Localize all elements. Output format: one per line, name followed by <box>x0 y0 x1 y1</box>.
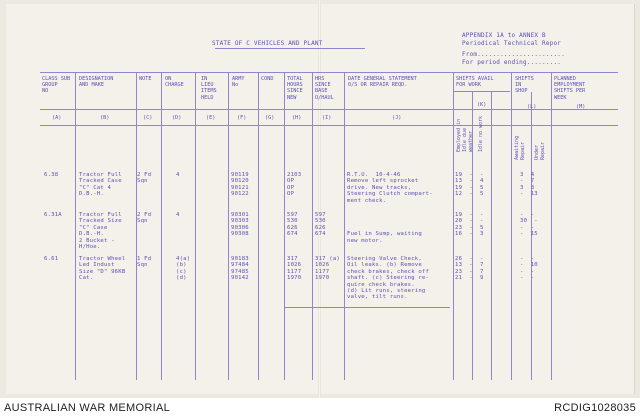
letter-a: (A) <box>52 115 62 121</box>
col-rule-6 <box>258 72 259 380</box>
header-hrs-since: HRS SINCE BASE O/HAUL <box>315 76 334 101</box>
letter-h: (H) <box>292 115 302 121</box>
footer-id: RCDIG1028035 <box>554 402 636 414</box>
header-planned: PLANNED EMPLOYMENT SHIFTS PER WEEK <box>554 76 586 101</box>
header-shifts-shop: SHIFTS IN SHOP <box>515 76 534 95</box>
g1-designation: Tractor Full Tracked Case "C" Cat 4 D.B.-H. <box>79 172 122 198</box>
g1-statement: R.T.U. 10-4-46 Remove left sprocket drive. New tracks, Steering Clutch compart- ment check. <box>347 172 433 204</box>
g1-class: 6.38 <box>44 172 59 178</box>
col-rule-7 <box>284 72 285 380</box>
g2-class: 6.31A <box>44 212 62 218</box>
sub-l-3: Under <box>534 144 540 160</box>
g2-note: 2 Fd Sqn <box>137 212 152 225</box>
col-rule-11 <box>511 72 512 380</box>
sub-l-1: Awaiting <box>514 135 520 160</box>
letter-g: (G) <box>265 115 275 121</box>
header-cond: COND <box>261 76 274 82</box>
g3-class: 6.61 <box>44 256 59 262</box>
archive-footer <box>0 398 640 417</box>
g1-shifts-shop: 3 4 - 7 3 3 - 13 <box>520 172 538 198</box>
header-in-lieu: IN LIEU ITEMS HELD <box>201 76 217 101</box>
rule-lower <box>285 307 450 308</box>
col-rule-k2 <box>491 92 492 380</box>
footer-source: AUSTRALIAN WAR MEMORIAL <box>4 402 171 414</box>
g1-note: 2 Fd Sqn <box>137 172 152 185</box>
header-class: CLASS SUB GROUP NO <box>42 76 71 95</box>
rule-top <box>40 72 618 73</box>
col-rule-12 <box>551 72 552 380</box>
from-line: From....................... <box>462 51 565 58</box>
rule-k-sub <box>454 91 510 92</box>
header-designation: DESIGNATION AND MAKE <box>79 76 114 89</box>
header-total-hours: TOTAL HOURS SINCE NEW <box>287 76 303 101</box>
col-rule-8 <box>312 72 313 380</box>
col-rule-1 <box>75 72 76 380</box>
sub-l-4: Repair <box>540 141 546 160</box>
col-rule-10 <box>453 72 454 380</box>
g1-on-charge: 4 <box>176 172 180 178</box>
g3-on-charge: 4(a) (b) (c) (d) <box>176 256 191 282</box>
period-line: For period ending......... <box>462 59 562 66</box>
g2-army-no: 90301 90303 90306 90308 <box>231 212 249 238</box>
g3-designation: Tractor Wheel Led Indust Size "D" 96KB Cat. <box>79 256 126 282</box>
g3-army-no: 90183 97484 97485 90142 <box>231 256 249 282</box>
sub-l-2: Repair <box>520 141 526 160</box>
sub-k-4: Idle no work <box>478 115 484 152</box>
letter-b: (B) <box>100 115 110 121</box>
letter-c: (C) <box>143 115 153 121</box>
sub-k-3: weather <box>468 130 474 152</box>
header-statement: DATE GENERAL STATEMENT O/S OR REPAIR REQD. <box>348 76 417 89</box>
g2-designation: Tractor Full Tracked Size "C" Case D.B.-H. 2 Bucket - H/Hoe. <box>79 212 122 251</box>
g2-on-charge: 4 <box>176 212 180 218</box>
col-rule-3 <box>161 72 162 380</box>
g1-army-no: 90119 90120 90121 90122 <box>231 172 249 198</box>
g2-hrs-since: 597 530 626 674 <box>315 212 326 238</box>
title-underline <box>215 48 365 49</box>
header-army-no: ARMY No <box>232 76 245 89</box>
appendix-label: APPENDIX 1A to ANNEX B <box>462 32 546 39</box>
letter-e: (E) <box>206 115 216 121</box>
header-note: NOTE <box>139 76 152 82</box>
g3-shifts-avail: 26 - - 13 - 7 23 - 7 21 - 9 <box>455 256 484 282</box>
page-fold <box>318 0 321 398</box>
g3-statement: Steering Valve Check, Oil leaks. (b) Remove check brakes, check off shaft. (c) Steering re- quire check brakes. (d) Lit runs, steering valve, tilt runs. <box>347 256 430 301</box>
letter-i: (I) <box>322 115 332 121</box>
letter-d: (D) <box>172 115 182 121</box>
report-subtitle: Periodical Technical Repor <box>462 40 562 47</box>
letter-f: (F) <box>237 115 247 121</box>
g3-total-hours: 317 1026 1177 1970 <box>287 256 302 282</box>
col-rule-4 <box>195 72 196 380</box>
sub-k-1: Employed in <box>456 118 462 152</box>
letter-m: (M) <box>576 104 586 110</box>
g2-total-hours: 597 530 626 674 <box>287 212 298 238</box>
letter-k: (K) <box>477 102 487 108</box>
g3-shifts-shop: - - - 10 - - - - <box>520 256 538 282</box>
g3-hrs-since: 317 (a) 1026 1177 1970 <box>315 256 340 282</box>
g3-note: 1 Fd Sqn <box>137 256 152 269</box>
header-on-charge: ON CHARGE <box>165 76 184 89</box>
letter-j: (J) <box>392 115 402 121</box>
document-title: STATE OF C VEHICLES AND PLANT <box>212 40 323 47</box>
g2-shifts-avail: 19 - - 20 - - 23 - 5 16 - 3 <box>455 212 484 238</box>
col-rule-5 <box>228 72 229 380</box>
header-shifts-avail: SHIFTS AVAIL FOR WORK <box>456 76 494 89</box>
g2-statement: Fuel in Sump, waiting new motor. <box>347 231 422 244</box>
letter-l: (L) <box>527 104 537 110</box>
g1-total-hours: 2103 OP OP OP <box>287 172 302 198</box>
g1-shifts-avail: 19 - - 13 - 4 19 - 5 12 - 5 <box>455 172 484 198</box>
col-rule-2 <box>136 72 137 380</box>
sub-k-2: Idle due <box>462 127 468 152</box>
col-rule-9 <box>344 72 345 380</box>
g2-shifts-shop: - - 30 - - - - 15 <box>520 212 538 238</box>
